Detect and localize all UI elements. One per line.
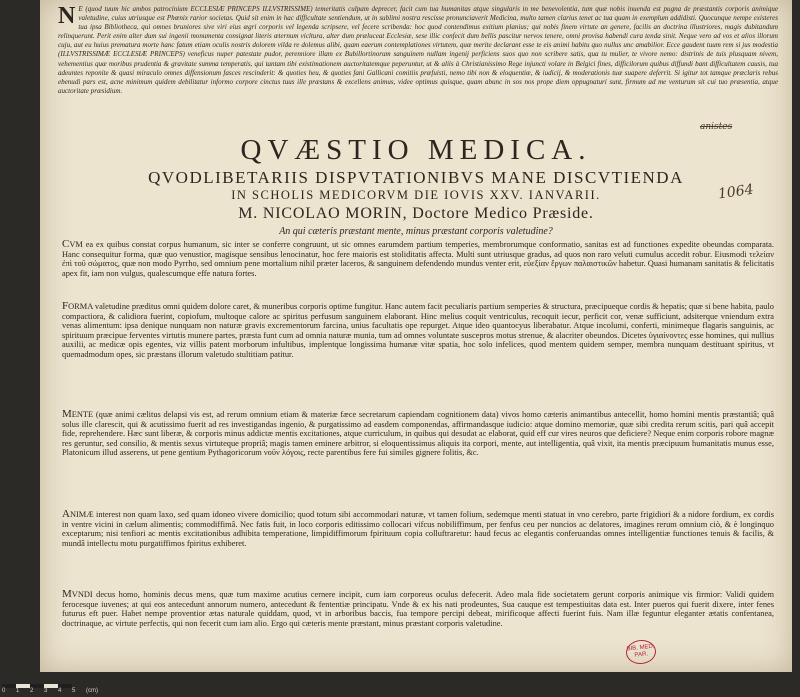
paragraph-4-cap: A <box>62 510 70 520</box>
paragraph-5-cap: M <box>62 590 72 600</box>
paragraph-3 <box>62 410 774 506</box>
paragraph-4 <box>62 510 774 586</box>
ruler-label: 2 <box>30 688 34 694</box>
dedication-paragraph <box>58 5 778 133</box>
paragraph-3-cap: M <box>62 410 72 420</box>
document-title: QVÆSTIO MEDICA. <box>240 134 592 166</box>
ruler-label: 5 <box>72 688 76 694</box>
paragraph-1 <box>62 240 774 298</box>
dedication-text: E (quod tuum hic ambos patrocinium ECCLESIÆ PRINCEPS ILLVSTRISSIME) temeritatis culpam deprecer, facit cum tua humanitas atque singularis in me benevolentia, tum quæ nobis inuenda est pugna de præstantis corporis animique valetudine, cuius utriusque est Phœnix rarior societas. Quid sit enim in hac difficultate sentiendum, ut in sublimi nostra rescisse pronunciaverit Medicina, multo tamen clarius tenet ac tua quam in exemplum addidisti. Quocunque nempe existeres tua ipsa Bibliotheca, qui omnes bruniores sive viri eius ægri corporis vel legenda scripsere, vel fecere scribenda: hoc quod contendimus exitium planius; qui nobis finem virtute an genere, facilis an doctrina illustriores, magis dubitandum relinquerunt. Perit enim alter dum sui ingenii monumenta consignat literis æternum vicltura, alter dum præluceat Ecclesiæ, sese illic confecit dum bellis pascitur nervos tenere, omni provisa habendi cura tenda sinit. Neque vero ad vos et alios illorum cuju, aut eu huius prematura morte hanc fatum etiam oculis nostris dolorem vilda re dolemus alibi, quam eaerum contemplationes virtutem, quæ merite declarant esse te eis animi habitu quo nullus unc amabilior. Ecce gaudent tuum rem si jus modestia (ILLVSTRISSIMÆ ECCLESIÆ PRINCEPS) veneficus nuper patestate pudor, perenniore illam ex Bubillortinorum sanguinem nullam ingenij perficiens suos quo non scribere satis, qua tu mulier, te vivore nemo: distrinis de tuis plusquam nivem, vehementius quæ moribus prudentia & gravitate summa temperatis, qui tantam tibi existimationem auctoritatemque peperuntur, ut & aliis à Christianissimo Rege injuncti volare in Belgici fines, difficilorum quibus diffundi bant difficultatem causis, tua adeuntes reponite & quasi miraculo omnes diffensionum fasces rescinderit: & quoties heu, & quoties fani Gallicani comitiis præfuisti, nemo tibi non & eloquentiæ, & iudicij, & moderationis tuæ suapere deferrit. Si igitur tot tamque præclaris rebus ebenudi pars est, acne minimum quidem debilitatur informo corpore cinctus tuus ille præstans & excellens animus, videe optimus quisque, quam abunc in sos nos prope diem oppugnaturi sunt, firmum ad me venturum sit cui tuo præsentia, atque auctoritate præsidium. <box>58 5 778 95</box>
paragraph-2 <box>62 302 774 408</box>
handwritten-number: 1064 <box>717 181 755 203</box>
paragraph-4-text: NIMÆ interest non quam laxo, sed quam idoneo vivere domicilio; quod totum sibi accommodari naturæ, vt tamen folium, sedemque menti statuat in vno cerebro, parte frigidiori & a nidore fordium, ex cordis in ventre vicini in cælum alimentis; commodiffimâ. Nec fatis fuit, in loco corporis editissimo collocari vifcus nobiliffimum, per fenfus ceu per nuncios ac delatores, imagines rerum omnium ciò, & è longinquo exceptarum; nisi tenfiori ac mentis excitationibus adhibita temperatione, limpidiffimorum fpirituum copia colluftraretur: haud fecus ac elegantis conferuandas omnes intelligentiæ functiones tenuis & facilis, & mundâ intellectu motu purgatiffimos fpiritus exhiberet. <box>62 510 774 548</box>
document-sheet <box>40 0 792 672</box>
handwritten-note: anistes <box>700 122 733 132</box>
thesis-question: An qui cæteris præstant mente, minus præstant corporis valetudine? <box>279 226 553 237</box>
paragraph-1-text: VM ea ex quibus constat corpus humanum, sic inter se conferre congruunt, ut sic omnes earumdem partium temperies, membrorumque conformatio, sanitas est ad functiones expedite obeundas comparata. Hanc consequitur forma, quæ quo venustior, magisque sensibus lenocinatur, hoc fere maioris est stoliditatis affecta. Multi sunt utriusque gradus, ad quos non raro veluti cumulus accedit robur. Eiusmodi τελείαν ἐπὶ τοῦ σώματος, quæ non modo Pyrrho, sed omnium pene mortalium nihil præter laceros, & sanguinem defendendo mundus venter erit, εὐεξίαν ἔργων παλαιστικῶν habetur. Quasi humanam sanitatis & felicitatis apex fit, iam non vulgus, qualescumque effe natura fortes. <box>62 240 774 278</box>
paragraph-2-text: ORMA valetudine præditus omni quidem dolore caret, & muneribus corporis optime fungitur. Hanc autem facit peculiaris partium semperies & structura, præcipueque cordis & hepatis; quæ si bene habita, paulo compactiora, & calidiora fuerint, copiofum, multoque calore ac spiritus perfusum sanguinem elaborant. Hinc melius coquit ventriculus, recoquit iecur, perficit cor, venæ sufficiunt, adsiterque vniendum extra venas alimentum: ipsa denique nunquam non naturæ gravis excrementorum farcina, unius facultatis ope repurget. Atque ideo quantocyus liberabatur. Atque incolumi, conferti, minimeque flagaris sanguinis, ac spirituum præcipue ferventes virtutis munere partes, præsta funt cum ad omnia naturæ munia, tum ad omnes voluntate suscepros motus strenue, & alacriter obeundos. Dicetes ὑγιαίνοντες esse homines, qui nullius auxilii, ac medicæ opis egentes, viz villis patent morborum infultibus, implentque longissima humanæ vitæ spatia, hoc solo infelices, quod mentem quidem semper, membra nunquam destituant spiritus, vt quemadmodum opes, sic præstans illorum valetudo stultitiam patitur. <box>62 302 774 359</box>
ruler-label: 3 <box>44 688 48 694</box>
library-stamp: BIB. MED. PAR. <box>625 638 657 665</box>
ruler-label: 0 <box>2 688 6 694</box>
subtitle-disputation: QVODLIBETARIIS DISPVTATIONIBVS MANE DISCVTIENDA <box>148 168 684 187</box>
dedication-dropcap: N <box>58 5 76 29</box>
ruler-unit: (cm) <box>86 688 98 694</box>
subtitle-praeses: M. NICOLAO MORIN, Doctore Medico Præside. <box>238 205 594 222</box>
paragraph-5-text: VNDI decus homo, hominis decus mens, quæ tum maxime acutius cernere incipit, cum iam corporeus oculus defecerit. Adeo mala fide societatem gerunt corporis animique vis firmior: Validi quidem ferocesque iuvenes; at qui eos antecedunt annorum numero, antecedunt & fententiæ principatu. Vnde & ex his nati prodeuntes, Sua cauque est tempestiuitas data est. Inter pueros qui fuerit dixere, inter fenes futurus eft puer. Habet nempe proventior ætas naturale quiddam, quod, vt in arboribus baccis, fua tempore percipi debeat, mirificoque affecti fuerint fuis. Nam illæ feguntur eleganter ætatis confentanea, doctrinaque, ac virtute perfectis, qui non fecerit cum iam alio. Ergo qui cæteris mente præstant, minus præstant corporis valetudine. <box>62 590 774 628</box>
subtitle-schools: IN SCHOLIS MEDICORVM DIE IOVIS XXV. IANVARII. <box>231 188 601 202</box>
paragraph-2-cap: F <box>62 302 69 312</box>
paragraph-5 <box>62 590 774 672</box>
ruler-label: 4 <box>58 688 62 694</box>
ruler-label: 1 <box>16 688 20 694</box>
paragraph-3-text: ENTE (quæ animi cælitus delapsi vis est, ad rerum omnium etiam & materiæ fæce secretarum capiendam cognitionem data) vivos homo cæteris animantibus antecellit, homo homini mentis præstantiâ; quâ solus ille clarescit, qui & acutissimo fuerit ad res investigandas ingenio, & purgatissimo ad easdem componendas, affirmandasque iudicio: atque domino memoriæ, quæ sibi credita rerum scitis, pari quâ accepit fide, reprehendere. Hæc sunt liberæ, & corporis minus addictæ mentis excitationes, atque curriculum, in quibus qui desudat ac elaborat, quid eff cur vires neuros que deficiere? Neque enim corporis robore magnæ res geruntur, sed consilio, & mentis sexus virtuteque propriâ; magis tamen eminere arbitror, si eloquentissimus aliquis ita corpori, mente, aut intelligentia, quâ vixit, ita mentis præcipuum humanitatis munus esse, Platonicum illud asserens, ut pene gentium Pythagoricorum νοῦν λόγοις, recte parentibus fere fui similes gignere folitis, &c. <box>62 410 774 458</box>
paragraph-1-cap: C <box>62 240 70 250</box>
scale-ruler <box>2 684 122 694</box>
